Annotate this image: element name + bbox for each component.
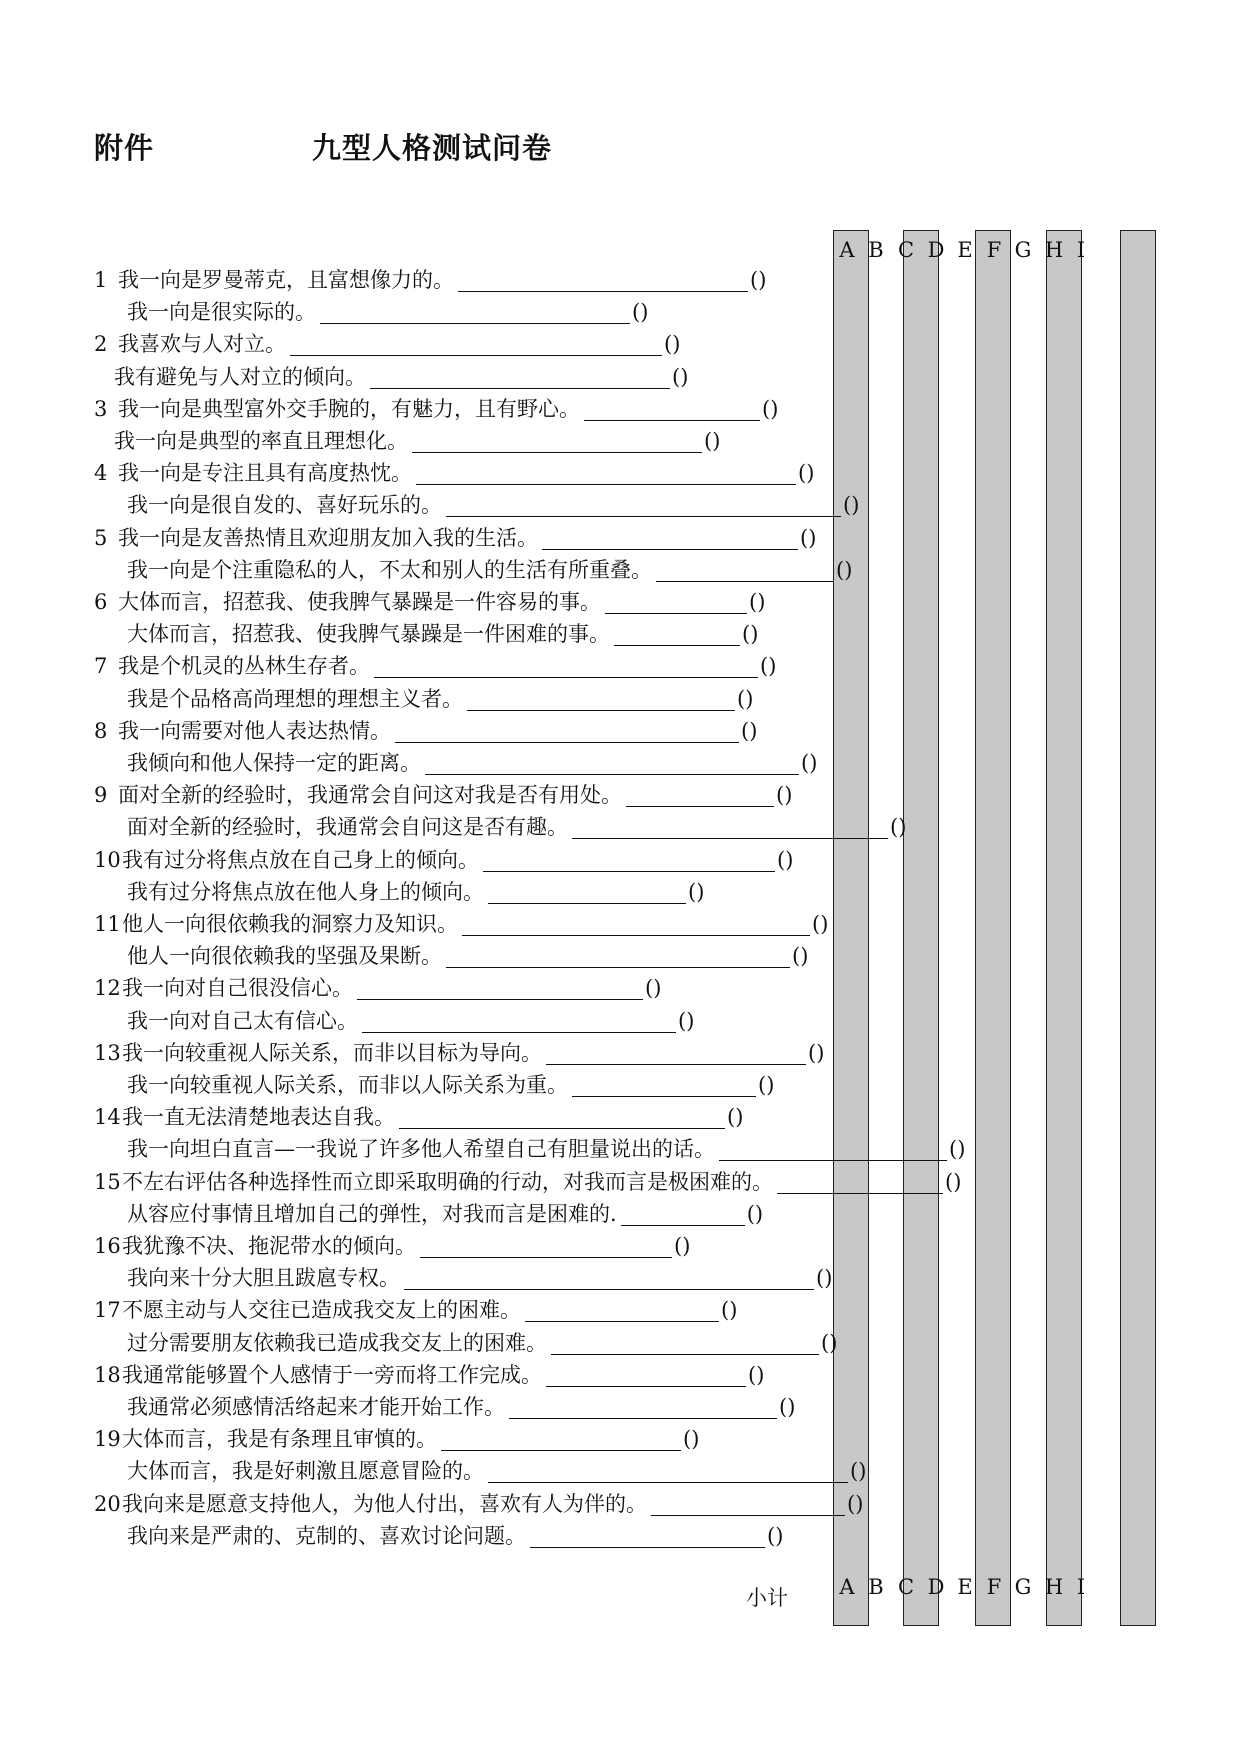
answer-parentheses[interactable]: () xyxy=(674,1234,691,1258)
question-line xyxy=(127,1459,866,1483)
question-text: 我一向是很自发的、喜好玩乐的。 xyxy=(127,493,442,518)
answer-parentheses[interactable]: () xyxy=(792,944,809,969)
question-text: 我一向是罗曼蒂克，且富想像力的。 xyxy=(118,268,454,292)
answer-blank[interactable] xyxy=(290,333,662,356)
answer-blank[interactable] xyxy=(412,430,702,453)
question-line xyxy=(127,1331,837,1355)
question-line xyxy=(94,590,765,614)
column-letter: D xyxy=(927,1575,945,1599)
answer-parentheses[interactable]: () xyxy=(746,1201,764,1226)
column-letter: F xyxy=(986,1575,1002,1599)
question-text: 我一向是很实际的。 xyxy=(127,300,316,325)
answer-parentheses[interactable]: () xyxy=(847,1491,864,1516)
question-text: 他人一向很依赖我的坚强及果断。 xyxy=(127,944,442,969)
question-line xyxy=(94,332,680,356)
question-text: 我一向是个注重隐私的人，不太和别人的生活有所重叠。 xyxy=(127,557,652,582)
column-letter: A xyxy=(839,238,855,262)
answer-blank[interactable] xyxy=(621,1203,745,1226)
score-column-f xyxy=(975,230,1011,1626)
question-line xyxy=(127,558,852,582)
answer-blank[interactable] xyxy=(530,1525,765,1548)
answer-blank[interactable] xyxy=(719,1138,947,1161)
answer-parentheses[interactable]: () xyxy=(742,622,759,647)
question-text: 我一向较重视人际关系，而非以目标为导向。 xyxy=(122,1040,542,1065)
question-text: 我一向对自己太有信心。 xyxy=(127,1008,358,1033)
question-line xyxy=(127,300,648,324)
question-line xyxy=(94,1492,863,1516)
answer-blank[interactable] xyxy=(425,752,799,775)
column-letter: H xyxy=(1044,1575,1064,1599)
column-letter: H xyxy=(1044,238,1064,262)
question-line xyxy=(94,461,814,485)
question-text: 我一向需要对他人表达热情。 xyxy=(118,718,391,743)
question-line xyxy=(127,880,704,904)
question-number: 4 xyxy=(94,461,108,486)
question-text: 我一向是专注且具有高度热忱。 xyxy=(118,461,412,486)
answer-parentheses[interactable]: () xyxy=(836,557,853,582)
answer-blank[interactable] xyxy=(441,1428,681,1451)
answer-blank[interactable] xyxy=(777,1171,943,1194)
column-letter: D xyxy=(927,238,945,262)
column-letter: E xyxy=(957,238,973,262)
answer-parentheses[interactable]: () xyxy=(945,1169,962,1194)
question-number: 3 xyxy=(94,396,108,421)
question-number: 13 xyxy=(94,1040,121,1065)
answer-blank[interactable] xyxy=(488,881,686,904)
question-number: 18 xyxy=(94,1362,121,1387)
question-number: 19 xyxy=(94,1427,121,1452)
answer-blank[interactable] xyxy=(614,623,740,646)
subtotal-label: 小计 xyxy=(746,1586,788,1610)
column-letter: G xyxy=(1014,1575,1032,1599)
score-column-h xyxy=(1046,230,1082,1626)
answer-parentheses[interactable]: () xyxy=(776,783,793,808)
question-line xyxy=(94,1427,699,1451)
question-line xyxy=(127,493,859,517)
score-column-total xyxy=(1120,230,1156,1626)
question-line xyxy=(94,719,757,743)
question-number: 15 xyxy=(94,1169,121,1194)
question-line xyxy=(127,687,753,711)
page-title: 九型人格测试问卷 xyxy=(312,131,553,165)
question-number: 20 xyxy=(94,1491,121,1516)
question-number: 8 xyxy=(94,718,108,743)
answer-parentheses[interactable]: () xyxy=(727,1105,744,1130)
answer-blank[interactable] xyxy=(374,655,758,678)
question-number: 10 xyxy=(94,847,121,872)
answer-parentheses[interactable]: () xyxy=(737,686,754,711)
answer-blank[interactable] xyxy=(483,849,775,872)
answer-parentheses[interactable]: () xyxy=(816,1266,833,1291)
question-line xyxy=(127,1009,694,1033)
question-text: 我有过分将焦点放在他人身上的倾向。 xyxy=(127,879,484,904)
question-text: 我一向是友善热情且欢迎朋友加入我的生活。 xyxy=(118,525,538,550)
question-text: 我是个品格高尚理想的理想主义者。 xyxy=(127,686,463,711)
answer-blank[interactable] xyxy=(362,1010,676,1033)
question-number: 14 xyxy=(94,1105,121,1130)
answer-parentheses[interactable]: () xyxy=(779,1395,796,1419)
answer-blank[interactable] xyxy=(572,1074,756,1097)
question-text: 我向来十分大胆且跋扈专权。 xyxy=(127,1266,400,1291)
answer-parentheses[interactable]: () xyxy=(760,654,777,679)
question-line xyxy=(94,1170,961,1194)
answer-parentheses[interactable]: () xyxy=(678,1008,695,1033)
question-text: 过分需要朋友依赖我已造成我交友上的困难。 xyxy=(127,1330,547,1355)
column-letter: F xyxy=(986,238,1002,262)
answer-parentheses[interactable]: () xyxy=(801,751,818,775)
question-text: 面对全新的经验时，我通常会自问这对我是否有用处。 xyxy=(118,783,622,808)
answer-parentheses[interactable]: () xyxy=(688,879,705,904)
question-number: 16 xyxy=(94,1234,121,1258)
answer-parentheses[interactable]: () xyxy=(672,364,689,389)
answer-blank[interactable] xyxy=(572,816,888,839)
answer-blank[interactable] xyxy=(542,527,798,550)
question-text: 我一向坦白直言—一我说了许多他人希望自己有胆量说出的话。 xyxy=(127,1137,715,1162)
answer-blank[interactable] xyxy=(370,366,670,389)
question-text: 大体而言，招惹我、使我脾气暴躁是一件容易的事。 xyxy=(118,590,601,614)
column-letter: C xyxy=(897,238,915,262)
answer-blank[interactable] xyxy=(467,688,735,711)
question-text: 面对全新的经验时，我通常会自问这是否有趣。 xyxy=(127,815,568,840)
column-letter: G xyxy=(1014,238,1032,262)
answer-parentheses[interactable]: () xyxy=(808,1040,825,1065)
question-text: 我有过分将焦点放在自己身上的倾向。 xyxy=(122,847,479,872)
question-text: 我向来是严肃的、克制的、喜欢讨论问题。 xyxy=(127,1523,526,1548)
answer-parentheses[interactable]: () xyxy=(800,525,817,550)
answer-parentheses[interactable]: () xyxy=(758,1073,775,1097)
question-line xyxy=(127,751,817,775)
question-line xyxy=(94,397,778,421)
question-line xyxy=(94,912,828,936)
column-letter: E xyxy=(957,1575,973,1599)
question-text: 大体而言，我是好刺激且愿意冒险的。 xyxy=(127,1459,484,1484)
answer-parentheses[interactable]: () xyxy=(749,590,766,614)
question-text: 我一向较重视人际关系，而非以人际关系为重。 xyxy=(127,1073,568,1097)
answer-blank[interactable] xyxy=(551,1332,819,1355)
question-number: 2 xyxy=(94,332,108,357)
answer-parentheses[interactable]: () xyxy=(843,493,860,518)
answer-blank[interactable] xyxy=(395,720,739,743)
answer-blank[interactable] xyxy=(651,1493,845,1516)
question-text: 不左右评估各种选择性而立即采取明确的行动，对我而言是极困难的。 xyxy=(122,1169,773,1194)
answer-blank[interactable] xyxy=(416,462,796,485)
score-column-c xyxy=(903,230,939,1626)
question-line xyxy=(114,365,688,389)
answer-parentheses[interactable]: () xyxy=(683,1427,700,1452)
answer-parentheses[interactable]: () xyxy=(850,1459,867,1484)
answer-blank[interactable] xyxy=(399,1106,725,1129)
answer-parentheses[interactable]: () xyxy=(704,429,721,453)
question-line xyxy=(94,654,776,678)
question-text: 我是个机灵的丛林生存者。 xyxy=(118,654,370,679)
question-text: 我犹豫不决、拖泥带水的倾向。 xyxy=(122,1234,416,1258)
column-letter: B xyxy=(868,1575,884,1599)
answer-blank[interactable] xyxy=(626,784,774,807)
question-text: 我一向是典型的率直且理想化。 xyxy=(114,429,408,453)
question-line xyxy=(127,1137,965,1161)
answer-parentheses[interactable]: () xyxy=(949,1137,966,1162)
answer-blank[interactable] xyxy=(446,945,790,968)
question-text: 我一向对自己很没信心。 xyxy=(122,976,353,1001)
question-line xyxy=(94,1298,737,1322)
question-line xyxy=(94,783,792,807)
answer-blank[interactable] xyxy=(404,1267,814,1290)
column-letter: A xyxy=(839,1575,855,1599)
question-line xyxy=(127,1395,795,1419)
question-number: 12 xyxy=(94,976,121,1001)
question-text: 我通常必须感情活络起来才能开始工作。 xyxy=(127,1395,505,1419)
question-text: 大体而言，招惹我、使我脾气暴躁是一件困难的事。 xyxy=(127,622,610,647)
question-line xyxy=(127,1524,783,1548)
question-line xyxy=(94,1363,764,1387)
question-line xyxy=(94,1105,743,1129)
answer-blank[interactable] xyxy=(605,591,747,614)
column-letter: I xyxy=(1076,1575,1086,1599)
question-text: 我通常能够置个人感情于一旁而将工作完成。 xyxy=(122,1362,542,1387)
question-line xyxy=(127,815,906,839)
question-line xyxy=(127,1266,832,1290)
question-number: 5 xyxy=(94,525,108,550)
question-number: 6 xyxy=(94,590,108,614)
question-line xyxy=(127,1073,774,1097)
question-text: 我喜欢与人对立。 xyxy=(118,332,286,357)
attachment-label: 附件 xyxy=(94,131,155,165)
answer-blank[interactable] xyxy=(320,301,630,324)
question-number: 9 xyxy=(94,783,108,808)
answer-parentheses[interactable]: () xyxy=(812,912,829,936)
answer-blank[interactable] xyxy=(656,559,834,582)
question-text: 我一向是典型富外交手腕的，有魅力，且有野心。 xyxy=(118,396,580,421)
question-text: 我有避免与人对立的倾向。 xyxy=(114,364,366,389)
answer-parentheses[interactable]: () xyxy=(632,300,649,325)
answer-parentheses[interactable]: () xyxy=(762,396,779,421)
question-text: 他人一向很依赖我的洞察力及知识。 xyxy=(122,912,458,936)
question-line xyxy=(94,526,816,550)
question-text: 不愿主动与人交往已造成我交友上的困难。 xyxy=(122,1298,521,1323)
answer-parentheses[interactable]: () xyxy=(798,461,815,486)
question-number: 11 xyxy=(94,912,121,936)
answer-parentheses[interactable]: () xyxy=(741,718,758,743)
column-letter: C xyxy=(897,1575,915,1599)
question-number: 1 xyxy=(94,268,108,292)
column-letter: I xyxy=(1076,238,1086,262)
score-column-a xyxy=(833,230,869,1626)
question-text: 我一直无法清楚地表达自我。 xyxy=(122,1105,395,1130)
answer-blank[interactable] xyxy=(458,269,748,292)
question-line xyxy=(127,622,758,646)
answer-parentheses[interactable]: () xyxy=(821,1330,838,1355)
answer-parentheses[interactable]: () xyxy=(721,1298,738,1323)
answer-parentheses[interactable]: () xyxy=(767,1523,784,1548)
answer-blank[interactable] xyxy=(509,1396,777,1419)
answer-blank[interactable] xyxy=(488,1460,848,1483)
question-line xyxy=(94,976,661,1000)
question-line xyxy=(94,268,766,292)
answer-parentheses[interactable]: () xyxy=(890,815,907,840)
answer-blank[interactable] xyxy=(357,977,643,1000)
answer-parentheses[interactable]: () xyxy=(748,1362,765,1387)
question-number: 17 xyxy=(94,1298,121,1323)
question-line xyxy=(127,1202,763,1226)
answer-parentheses[interactable]: () xyxy=(664,332,681,357)
answer-parentheses[interactable]: () xyxy=(750,268,767,292)
question-line xyxy=(94,848,793,872)
column-letter: B xyxy=(868,238,884,262)
question-line xyxy=(114,429,720,453)
answer-parentheses[interactable]: () xyxy=(777,847,794,872)
answer-blank[interactable] xyxy=(546,1364,746,1387)
question-text: 我倾向和他人保持一定的距离。 xyxy=(127,751,421,775)
answer-blank[interactable] xyxy=(420,1235,672,1258)
question-line xyxy=(127,944,808,968)
question-text: 我向来是愿意支持他人，为他人付出，喜欢有人为伴的。 xyxy=(122,1491,647,1516)
answer-parentheses[interactable]: () xyxy=(645,976,662,1001)
question-text: 大体而言，我是有条理且审慎的。 xyxy=(122,1427,437,1452)
answer-blank[interactable] xyxy=(462,913,810,936)
question-line xyxy=(94,1041,824,1065)
question-number: 7 xyxy=(94,654,108,679)
answer-blank[interactable] xyxy=(446,494,841,517)
question-line xyxy=(94,1234,690,1258)
answer-blank[interactable] xyxy=(546,1042,806,1065)
question-text: 从容应付事情且增加自己的弹性，对我而言是困难的. xyxy=(127,1201,617,1226)
answer-blank[interactable] xyxy=(525,1299,719,1322)
answer-blank[interactable] xyxy=(584,398,760,421)
